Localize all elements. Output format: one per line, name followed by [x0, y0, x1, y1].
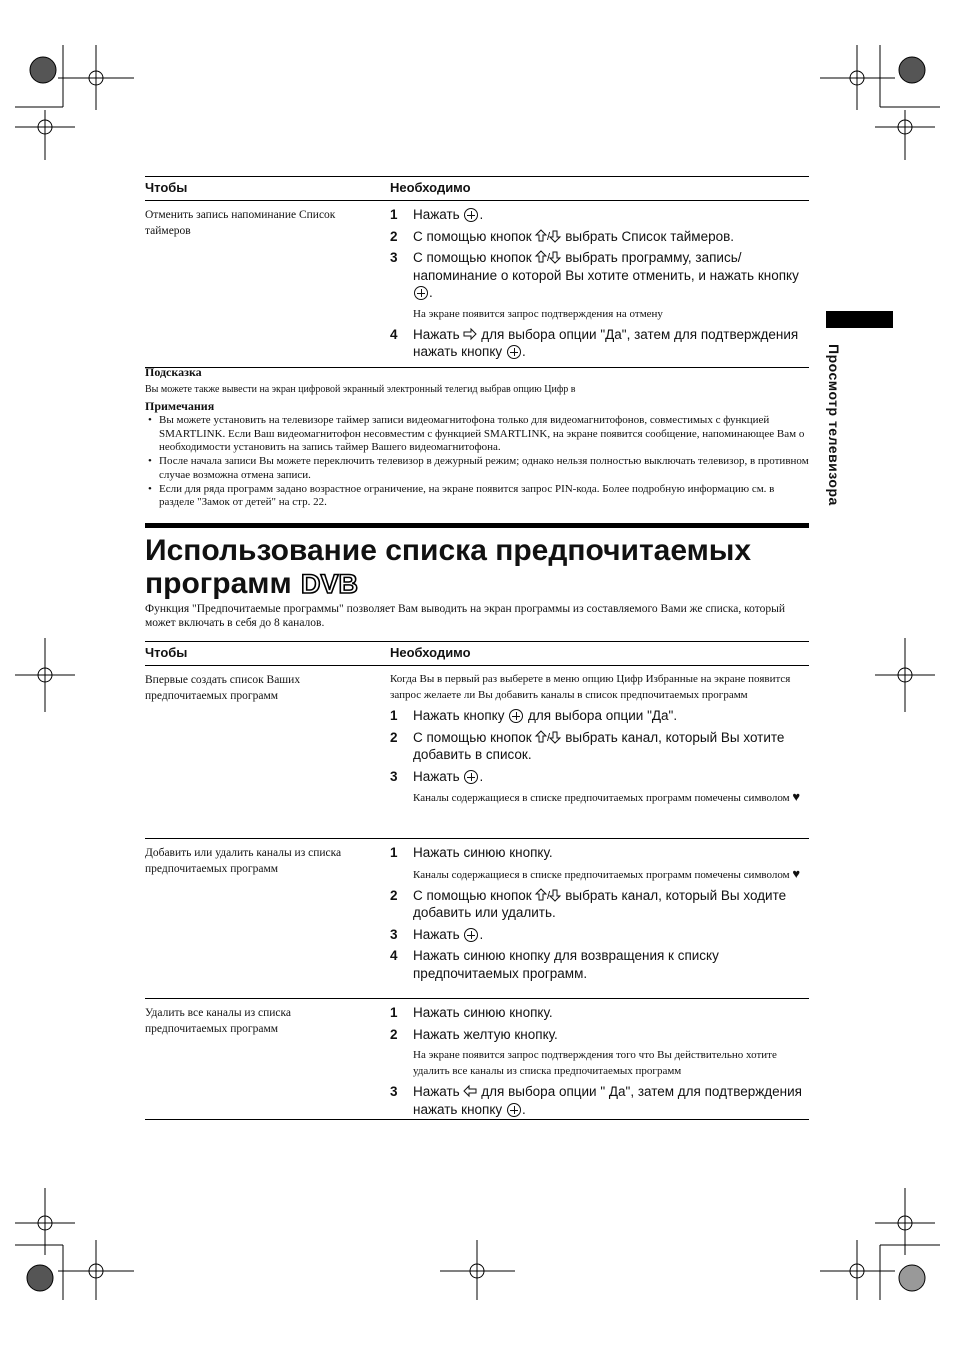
row-goal-text: Удалить все каналы из списка предпочитаемых программ: [145, 1007, 292, 1035]
side-tab-bar: [826, 311, 893, 328]
heart-icon: ♥: [792, 865, 801, 881]
column-header-goal: Чтобы: [145, 645, 188, 660]
side-tab-label: Просмотр телевизора: [826, 344, 842, 506]
step-3: 3 Нажать .: [390, 926, 484, 942]
step-2: 2 С помощью кнопок / выбрать Список таймеров.: [390, 228, 735, 244]
step-3-note: На экране появится запрос подтверждения на отмену: [413, 307, 663, 320]
svg-text:DVB: DVB: [301, 569, 359, 599]
svg-text:/: /: [547, 731, 551, 744]
table-row: [145, 999, 809, 1120]
step-4: 4 Нажать для выбора опции "Да", затем для подтверждения нажать кнопку .: [390, 326, 799, 359]
column-header-goal: Чтобы: [145, 180, 188, 195]
up-down-arrows-icon: [535, 730, 561, 744]
row-goal-text: Добавить или удалить каналы из списка предпочитаемых программ: [145, 847, 342, 875]
ok-circle-icon: [464, 770, 478, 784]
section-intro: Функция "Предпочитаемые программы" позволяет Вам выводить на экран программы из составляемого Вами же списка, который может включать в себя до 8 каналов.: [145, 603, 786, 629]
timer-table: [145, 176, 809, 368]
ok-circle-icon: [464, 208, 478, 222]
svg-text:/: /: [547, 252, 551, 264]
svg-text:/: /: [547, 889, 551, 902]
hint-text: Вы можете также вывести на экран цифровой экранный электронный телегид выбрав опцию Цифр в: [145, 384, 576, 395]
up-down-arrows-icon: [535, 229, 561, 243]
step-2: 2 С помощью кнопок / выбрать канал, который Вы хотите добавить в список.: [390, 729, 785, 762]
table-row: [145, 839, 809, 999]
up-down-arrows-icon: [535, 250, 561, 264]
row-goal-text: Впервые создать список Ваших предпочитаемых программ: [145, 674, 301, 702]
step-1: 1 Нажать синюю кнопку.: [390, 845, 553, 860]
ok-circle-icon: [507, 1103, 521, 1117]
list-item: • Вы можете установить на телевизоре таймер записи видеомагнитофона только для видеомагнитофонов, совместимых с функцией SMARTLINK. Если Ваш видеомагнитофон несовместим с функцией SMARTLINK, на экране появится сообщение, напоминающее Вам о необходимости установить на запись таймер Вашего видеомагнитофона.: [145, 414, 809, 455]
table-row: [145, 666, 809, 839]
table-row: [145, 201, 809, 368]
ok-circle-icon: [509, 709, 523, 723]
notes-list: [145, 414, 809, 510]
notes-title: Примечания: [145, 399, 215, 413]
step-3: 3 Нажать .: [390, 768, 484, 784]
row-intro: Когда Вы в первый раз выберете в меню опцию Цифр Избранные на экране появится запрос желаете ли Вы добавить каналы в список предпочитаемых программ: [390, 673, 791, 701]
heart-icon: ♥: [792, 789, 801, 804]
step-3-note: Каналы содержащиеся в списке предпочитаемых программ помечены символом ♥: [413, 789, 801, 804]
step-3: 3 С помощью кнопок / выбрать программу, запись/напоминание о которой Вы хотите отменить, и нажать кнопку .: [390, 250, 799, 300]
hint-block: [145, 365, 809, 510]
section-rule: [145, 523, 809, 528]
right-arrow-icon: [463, 327, 477, 341]
step-1: 1 Нажать кнопку для выбора опции "Да".: [390, 708, 678, 723]
section-title: Использование списка предпочитаемых программ DVB: [145, 534, 752, 600]
column-header-action: Необходимо: [390, 180, 471, 195]
step-1: 1 Нажать .: [390, 207, 484, 222]
step-4: 4 Нажать синюю кнопку для возвращения к списку предпочитаемых программ.: [390, 948, 719, 981]
favourites-table: [145, 641, 809, 1120]
list-item: • Если для ряда программ задано возрастное ограничение, на экране появится запрос PIN-кода. Более подробную информацию см. в разделе "Замок от детей" на стр. 22.: [145, 483, 809, 510]
list-item: • После начала записи Вы можете переключить телевизор в дежурный режим; однако нельзя полностью выключать телевизор, в противном случае возможна отмена записи.: [145, 455, 809, 482]
timer-table-header: [145, 176, 809, 201]
dvb-logo-icon: [300, 569, 359, 599]
step-3: 3 Нажать для выбора опции " Да", затем для подтверждения нажать кнопку .: [390, 1084, 802, 1117]
column-header-action: Необходимо: [390, 645, 471, 660]
ok-circle-icon: [414, 286, 428, 300]
row-goal-text: Отменить запись напоминание Список таймеров: [145, 209, 336, 237]
step-2: 2 Нажать желтую кнопку.: [390, 1026, 558, 1042]
step-2-note: На экране появится запрос подтверждения того что Вы действительно хотите удалить все каналы из списка предпочитаемых программ: [413, 1049, 777, 1077]
svg-text:/: /: [547, 230, 551, 243]
step-1-note: Каналы содержащиеся в списке предпочитаемых программ помечены символом ♥: [413, 865, 801, 881]
ok-circle-icon: [507, 345, 521, 359]
ok-circle-icon: [464, 928, 478, 942]
left-arrow-icon: [463, 1084, 477, 1098]
step-1: 1 Нажать синюю кнопку.: [390, 1005, 553, 1020]
hint-title: Подсказка: [145, 365, 202, 379]
favourites-table-header: [145, 641, 809, 666]
up-down-arrows-icon: [535, 888, 561, 902]
step-2: 2 С помощью кнопок / выбрать канал, который Вы ходите добавить или удалить.: [390, 887, 787, 920]
